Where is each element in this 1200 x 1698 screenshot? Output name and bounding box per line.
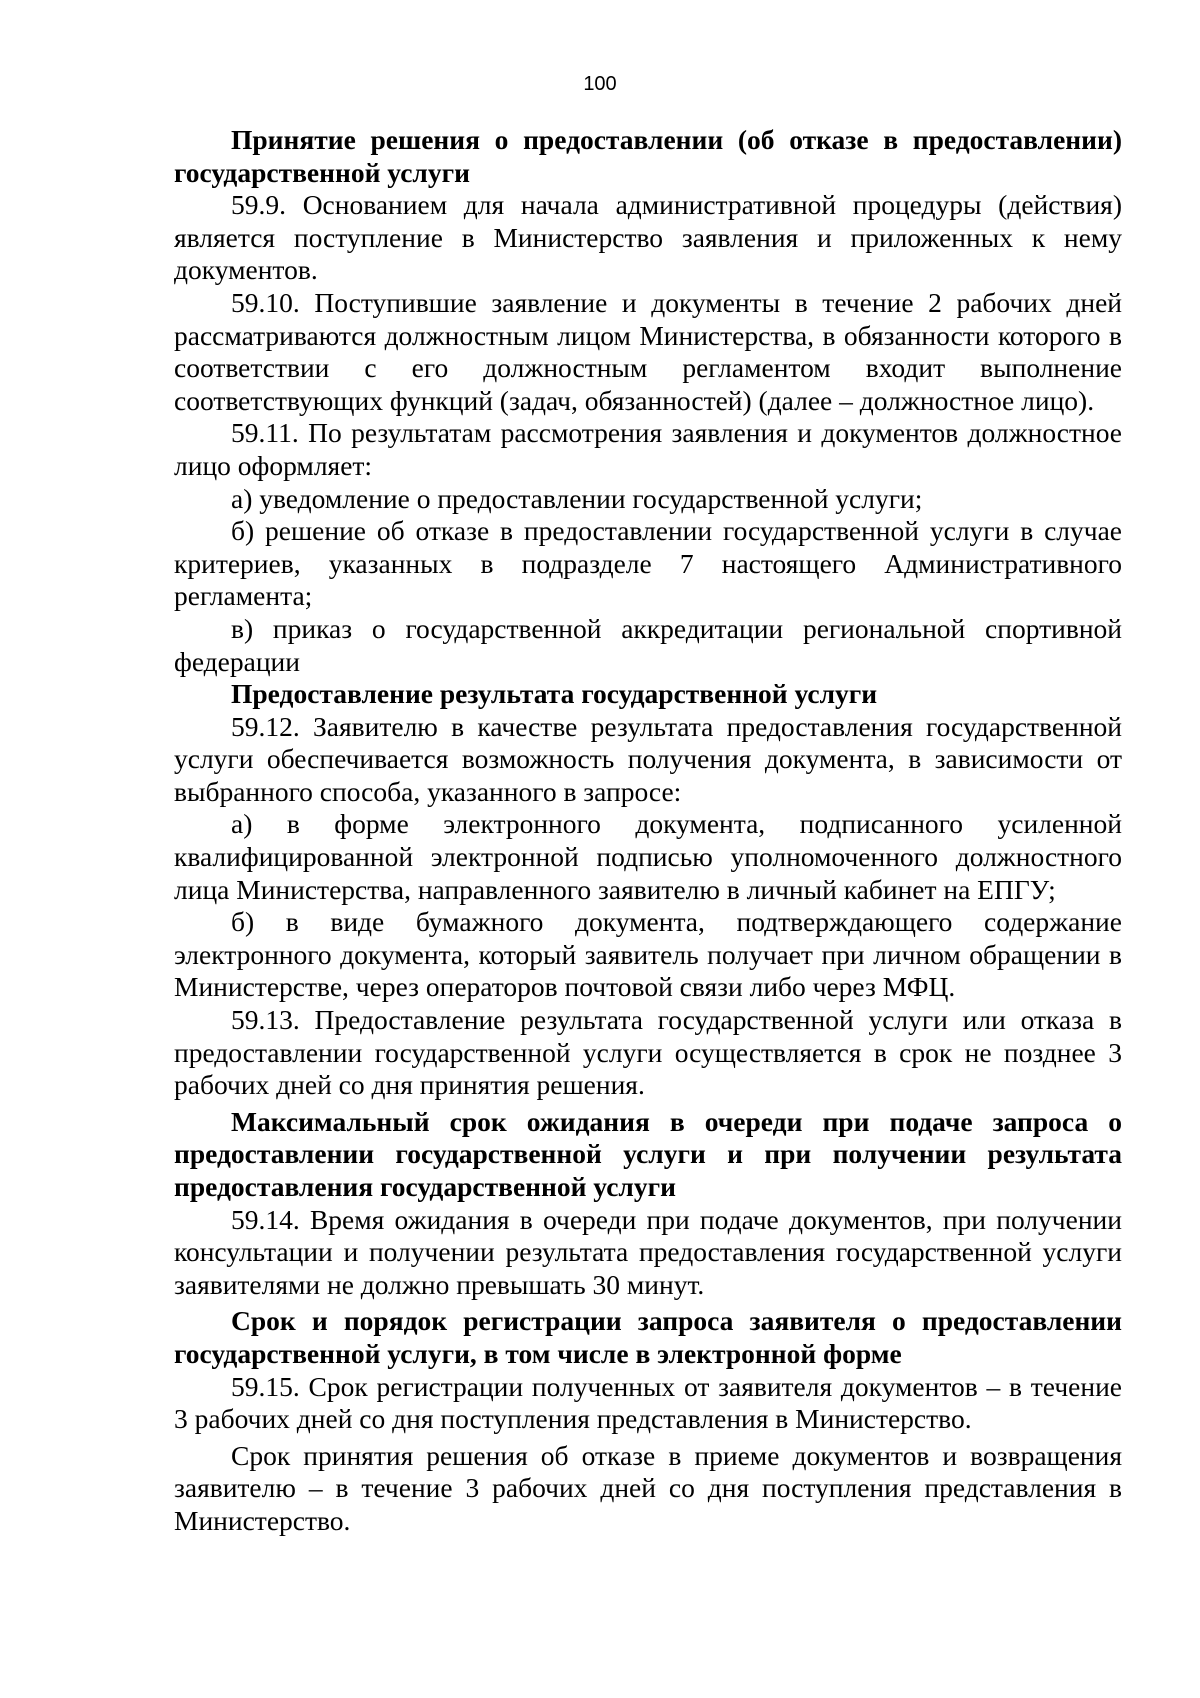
section-heading-queue-time: Максимальный срок ожидания в очереди при подаче запроса о предоставлении государственной услуги и при получении результата предоставления государственной услуги (174, 1105, 1122, 1202)
document-body (174, 124, 1122, 1538)
paragraph-refusal-term: Срок принятия решения об отказе в приеме документов и возвращения заявителю – в течение 3 рабочих дней со дня поступления представления в Министерство. (174, 1439, 1122, 1536)
page-number: 100 (583, 73, 617, 95)
paragraph-59-10: 59.10. Поступившие заявление и документы в течение 2 рабочих дней рассматриваются должностным лицом Министерства, в обязанности которого в соответствии с его должностным регламентом входит выполнение соответствующих функций (задач, обязанностей) (далее – должностное лицо). (174, 286, 1122, 416)
paragraph-59-11: 59.11. По результатам рассмотрения заявления и документов должностное лицо оформляет: (174, 417, 1122, 481)
paragraph-59-14: 59.14. Время ожидания в очереди при подаче документов, при получении консультации и получении результата предоставления государственной услуги заявителями не должно превышать 30 минут. (174, 1203, 1122, 1300)
list-item-b-paper: б) в виде бумажного документа, подтверждающего содержание электронного документа, который заявитель получает при личном обращении в Министерстве, через операторов почтовой связи либо через МФЦ. (174, 906, 1122, 1003)
section-heading-decision: Принятие решения о предоставлении (об отказе в предоставлении) государственной услуги (174, 124, 1122, 188)
list-item-v: в) приказ о государственной аккредитации региональной спортивной федерации (174, 612, 1122, 677)
paragraph-59-15: 59.15. Срок регистрации полученных от заявителя документов – в течение 3 рабочих дней со дня поступления представления в Министерство. (174, 1370, 1122, 1435)
paragraph-59-9: 59.9. Основанием для начала административной процедуры (действия) является поступление в Министерство заявления и приложенных к нему документов. (174, 189, 1122, 286)
list-item-a-electronic: а) в форме электронного документа, подписанного усиленной квалифицированной электронной подписью уполномоченного должностного лица Министерства, направленного заявителю в личный кабинет на ЕПГУ; (174, 808, 1122, 905)
paragraph-59-12: 59.12. Заявителю в качестве результата предоставления государственной услуги обеспечивается возможность получения документа, в зависимости от выбранного способа, указанного в запросе: (174, 710, 1122, 807)
list-item-a: а) уведомление о предоставлении государственной услуги; (231, 482, 923, 514)
section-heading-registration: Срок и порядок регистрации запроса заявителя о предоставлении государственной услуги, в том числе в электронной форме (174, 1305, 1122, 1369)
section-heading-result: Предоставление результата государственной услуги (231, 678, 878, 710)
list-item-b: б) решение об отказе в предоставлении государственной услуги в случае критериев, указанных в подразделе 7 настоящего Административного регламента; (174, 515, 1122, 612)
paragraph-59-13: 59.13. Предоставление результата государственной услуги или отказа в предоставлении государственной услуги осуществляется в срок не позднее 3 рабочих дней со дня принятия решения. (174, 1004, 1122, 1101)
